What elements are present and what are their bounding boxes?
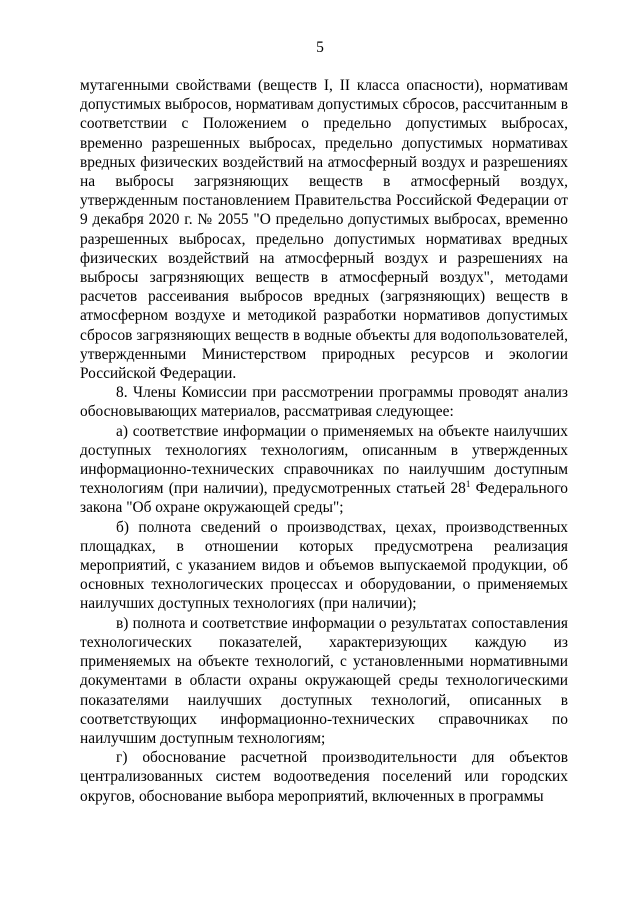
paragraph-subitem-a	[80, 422, 568, 518]
paragraph-subitem-g: г) обоснование расчетной производительности для объектов централизованных систем водоотведения поселений или городских округов, обоснование выбора мероприятий, включенных в программы	[80, 749, 568, 805]
paragraph-item-8: 8. Члены Комиссии при рассмотрении программы проводят анализ обосновывающих материалов, рассматривая следующее:	[80, 384, 568, 421]
subitem-a-text-end: Федерального закона "Об охране окружающей среды";	[80, 480, 568, 517]
paragraph-subitem-v: в) полнота и соответствие информации о результатах сопоставления технологических показателей, характеризующих каждую из применяемых на объекте технологий, с установленными нормативными документами в области охраны окружающей среды технологическими показателями наилучших доступных технологий, описанных в соответствующих информационно-технических справочниках по наилучшим доступным технологиям;	[80, 614, 568, 747]
paragraph-continuation: мутагенными свойствами (веществ I, II класса опасности), нормативам допустимых выбросов, нормативам допустимых сбросов, рассчитанным в соответствии с Положением о предельно допустимых выбросах, временно разрешенных выбросах, предельно допустимых нормативах вредных физических воздействий на атмосферный воздух и разрешениях на выбросы загрязняющих веществ в атмосферный воздух, утвержденным постановлением Правительства Российской Федерации от 9 декабря 2020 г. № 2055 "О предельно допустимых выбросах, временно разрешенных выбросах, предельно допустимых нормативах вредных физических воздействий на атмосферный воздух и разрешениях на выбросы загрязняющих веществ в атмосферный воздух", методами расчетов рассеивания выбросов вредных (загрязняющих) веществ в атмосферном воздухе и методикой разработки нормативов допустимых сбросов загрязняющих веществ в водные объекты для водопользователей, утвержденными Министерством природных ресурсов и экологии Российской Федерации.	[80, 77, 568, 383]
subitem-a-text: а) соответствие информации о применяемых на объекте наилучших доступных технологиях технологиям, описанным в утвержденных информационно-технических справочниках по наилучшим доступным технологиям (при наличии), предусмотренных статьей 28	[80, 422, 568, 498]
page-number: 5	[316, 39, 324, 56]
document-body	[80, 76, 568, 806]
paragraph-subitem-b: б) полнота сведений о производствах, цехах, производственных площадках, в отношении которых предусмотрена реализация мероприятий, с указанием видов и объемов выпускаемой продукции, об основных технологических процессах и оборудовании, о применяемых наилучших доступных технологиях (при наличии);	[80, 518, 568, 613]
article-superscript: 1	[465, 479, 471, 490]
